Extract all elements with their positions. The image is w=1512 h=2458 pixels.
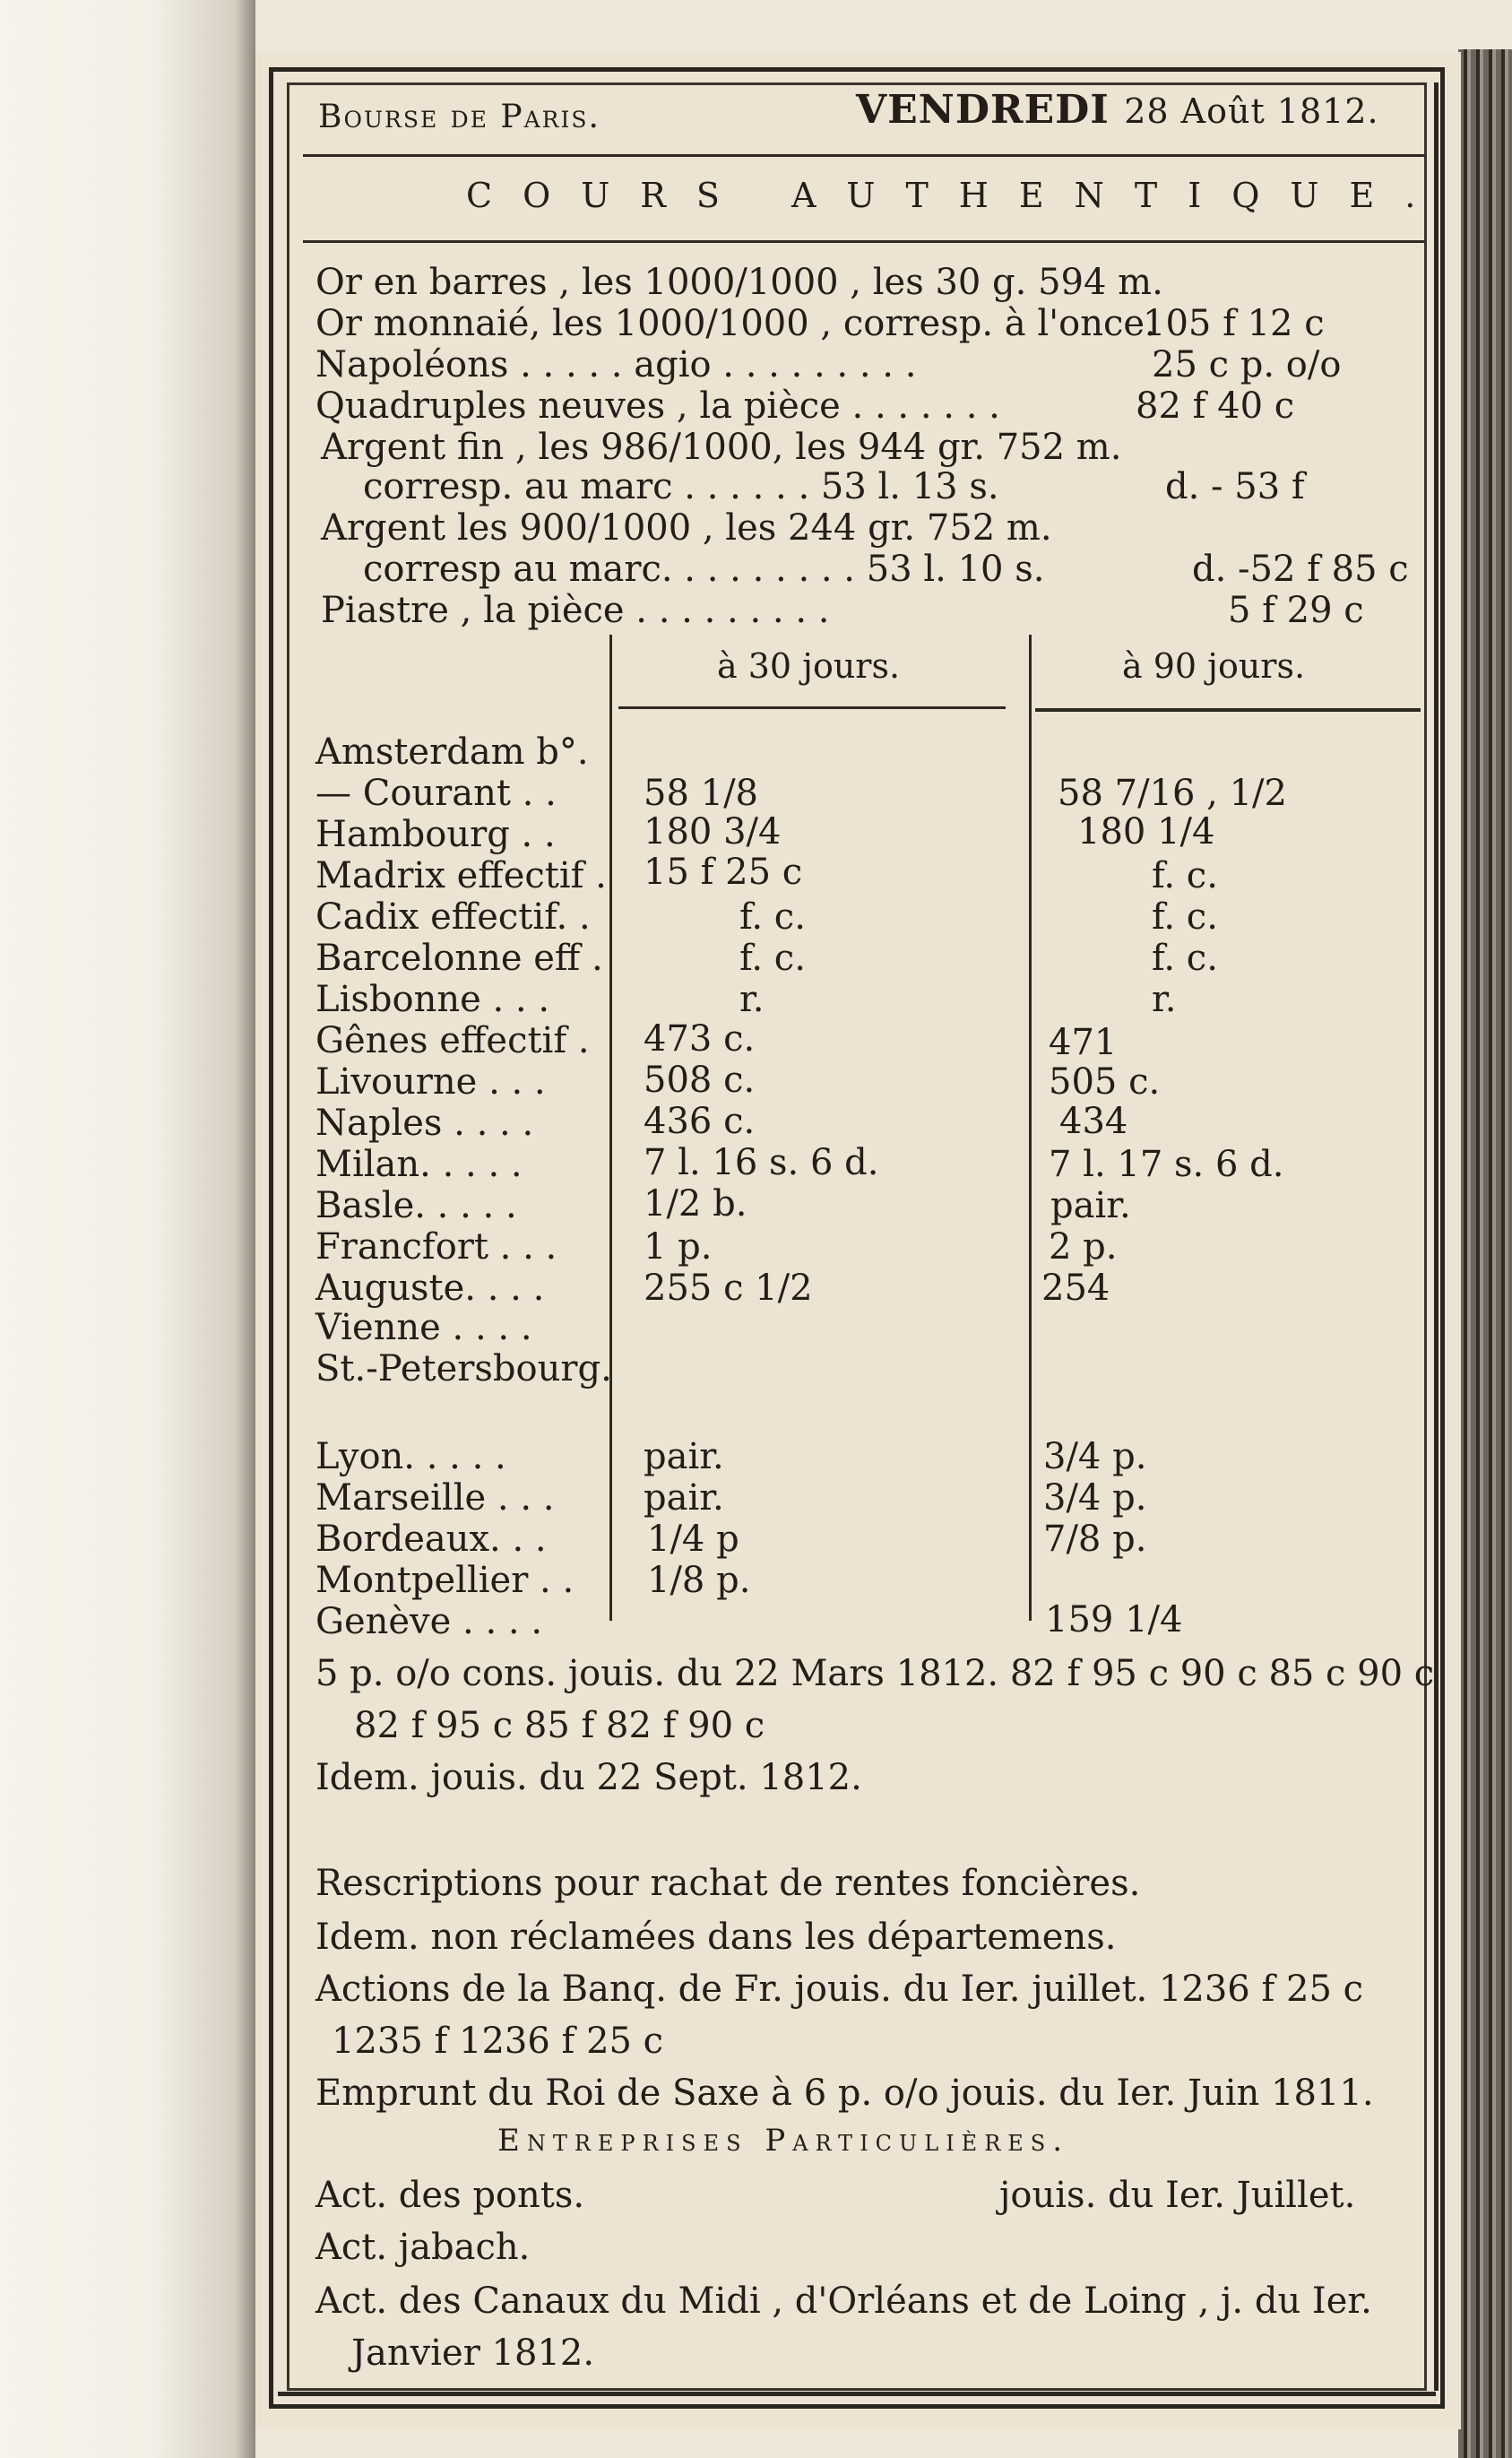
rate-90: 180 1/4 [1077,811,1215,853]
metal-row: Or monnaié, les 1000/1000 , corresp. à l'once. [315,303,1156,344]
rate-90: 58 7/16 , 1/2 [1058,773,1287,814]
header-90-rule [1035,708,1421,712]
book-binding-left [0,0,255,2458]
table-row-place: Naples . . . . [315,1103,534,1144]
rate-90: 7 l. 17 s. 6 d. [1049,1144,1284,1185]
fund-line: Idem. jouis. du 22 Sept. 1812. [315,1757,862,1798]
fund-line: Actions de la Banq. de Fr. jouis. du Ier. juillet. 1236 f 25 c [315,1969,1364,2010]
rate-90: 505 c. [1049,1061,1161,1103]
header-exchange-name: Bourse de Paris. [318,99,600,135]
enterprise-value: jouis. du Ier. Juillet. [999,2175,1356,2216]
enterprises-title: Entreprises Particulières. [497,2123,1070,2159]
rate-90: f. c. [1152,896,1218,938]
rate-30: 1/4 p [647,1519,739,1560]
metal-row: Quadruples neuves , la pièce . . . . . . . [315,385,1000,427]
rate-30: 1 p. [644,1226,713,1268]
metal-value: 25 c p. o/o [1152,344,1342,385]
rate-30: 1/8 p. [647,1560,751,1601]
fund-line: Emprunt du Roi de Saxe à 6 p. o/o jouis. du Ier. Juin 1811. [315,2073,1374,2114]
rate-90: pair. [1050,1185,1131,1226]
section-title: COURS AUTHENTIQUE. [466,176,1447,215]
rate-90: 254 [1041,1268,1110,1309]
table-row-place: Marseille . . . [315,1477,555,1519]
rate-30: 15 f 25 c [644,852,803,893]
rate-30: 473 c. [644,1018,756,1060]
table-row-place: Amsterdam b°. [315,731,589,773]
fund-line: Idem. non réclamées dans les départemens. [315,1917,1117,1958]
rate-90: 471 [1049,1022,1118,1063]
header-date [856,87,1379,133]
metal-value: 105 f 12 c [1143,303,1325,344]
metal-row: Napoléons . . . . . agio . . . . . . . . . [315,344,917,385]
rate-90: 3/4 p. [1043,1477,1147,1519]
metal-row: corresp au marc. . . . . . . . . 53 l. 10 s. [363,549,1045,590]
metal-row: Argent fin , les 986/1000, les 944 gr. 752 m. [321,427,1122,468]
rate-90: f. c. [1152,938,1218,979]
rate-90: 7/8 p. [1043,1519,1147,1560]
header-90-days: à 90 jours. [1122,646,1306,686]
table-column-rule [1029,635,1032,1621]
book-page-edges [1458,49,1512,2458]
table-column-rule [609,635,612,1621]
table-row-place: Genève . . . . [315,1601,543,1642]
page-frame-right-rule [1434,82,1439,2391]
table-row-place: Hambourg . . [315,814,556,855]
rate-90: 159 1/4 [1045,1599,1183,1640]
table-row-place: Basle. . . . . [315,1185,517,1226]
header-30-rule [618,706,1006,709]
table-row-place: Gênes effectif . [315,1020,590,1061]
metal-row: Or en barres , les 1000/1000 , les 30 g. 594 m. [315,262,1163,303]
metal-value: 5 f 29 c [1228,590,1364,631]
table-row-place: Cadix effectif. . [315,896,591,938]
header-day: VENDREDI [856,87,1110,133]
rate-30: 180 3/4 [644,811,782,853]
table-row-place: Francfort . . . [315,1226,557,1268]
enterprise-line: Act. jabach. [315,2227,531,2268]
rate-30: 7 l. 16 s. 6 d. [644,1142,879,1183]
table-row-place: St.-Petersbourg. [315,1348,612,1389]
table-row-place: Montpellier . . [315,1560,575,1601]
fund-line: 82 f 95 c 85 f 82 f 90 c [354,1705,765,1746]
fund-line: 5 p. o/o cons. jouis. du 22 Mars 1812. 82 f 95 c 90 c 85 c 90 c [315,1653,1435,1694]
rate-30: 58 1/8 [644,773,758,814]
rate-30: f. c. [739,938,806,979]
table-row-place: — Courant . . [315,773,557,814]
table-row-place: Madrix effectif . [315,855,607,896]
metal-value: 82 f 40 c [1136,385,1295,427]
rate-90: 3/4 p. [1043,1436,1147,1477]
rate-30: 255 c 1/2 [644,1268,813,1309]
rate-90: 434 [1059,1101,1128,1142]
rate-90: f. c. [1152,855,1218,896]
rate-30: 1/2 b. [644,1183,747,1225]
table-row-place: Livourne . . . [315,1061,546,1103]
rate-90: r. [1152,979,1177,1020]
metal-value: d. - 53 f [1165,466,1305,507]
metal-row: corresp. au marc . . . . . . 53 l. 13 s. [363,466,999,507]
fund-line: 1235 f 1236 f 25 c [332,2021,664,2062]
header-30-days: à 30 jours. [717,646,901,686]
rate-30: r. [739,979,765,1020]
table-row-place: Vienne . . . . [315,1307,532,1348]
table-row-place: Barcelonne eff . [315,938,603,979]
enterprise-line: Act. des Canaux du Midi , d'Orléans et de Loing , j. du Ier. [315,2281,1372,2322]
rate-30: 508 c. [644,1060,756,1101]
rate-30: f. c. [739,896,806,938]
table-row-place: Lisbonne . . . [315,979,550,1020]
table-row-place: Bordeaux. . . [315,1519,547,1560]
rate-30: pair. [644,1477,724,1519]
metal-row: Argent les 900/1000 , les 244 gr. 752 m. [321,507,1052,549]
header-date-text: 28 Août 1812. [1124,91,1379,131]
rate-30: 436 c. [644,1101,756,1142]
rate-30: pair. [644,1436,724,1477]
rate-90: 2 p. [1049,1226,1118,1268]
enterprise-line: Janvier 1812. [351,2333,595,2374]
footer-rule [278,2392,1436,2396]
table-row-place: Milan. . . . . [315,1144,523,1185]
metal-value: d. -52 f 85 c [1192,549,1409,590]
header-rule [303,154,1425,157]
metal-row: Piastre , la pièce . . . . . . . . . [321,590,830,631]
enterprise-line: Act. des ponts. [315,2175,585,2216]
fund-line: Rescriptions pour rachat de rentes foncières. [315,1863,1141,1904]
title-rule [303,240,1425,243]
table-row-place: Lyon. . . . . [315,1436,506,1477]
table-row-place: Auguste. . . . [315,1268,545,1309]
